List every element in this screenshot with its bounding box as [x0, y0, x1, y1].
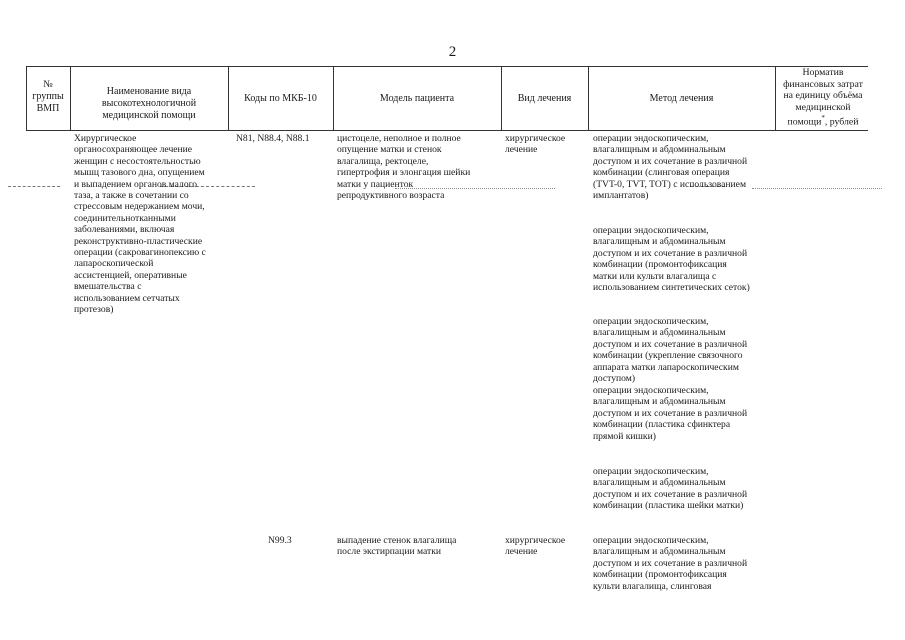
header-icd-codes: Коды по МКБ-10 [244, 93, 317, 104]
icd-codes: N81, N88.4, N88.1 [236, 133, 310, 144]
treatment-method: операции эндоскопическим, влагалищным и абдоминальным доступом и их сочетание в различной комбинации (промонтофиксация матки или культи влагалища с использованием синтетических сеток) [593, 225, 750, 294]
header-cost-norm-main: Норматив финансовых затрат на единицу объёма медицинской помощи [783, 67, 863, 128]
header-cost-norm-footnote: * [821, 114, 825, 123]
treatment-type: хирургическое лечение [505, 133, 566, 156]
patient-model: выпадение стенок влагалища после экстирпации матки [337, 535, 457, 558]
scan-line [8, 186, 60, 187]
header-bottom-border [26, 130, 868, 131]
header-treatment-type: Вид лечения [517, 93, 572, 104]
treatment-method: операции эндоскопическим, влагалищным и абдоминальным доступом и их сочетание в различной комбинации (пластика сфинктера прямой кишки) [593, 385, 748, 442]
treatment-method: операции эндоскопическим, влагалищным и абдоминальным доступом и их сочетание в различной комбинации (слинговая операция (TVT-0, TVT, TOT) с использованием имплантатов) [593, 133, 748, 202]
header-patient-model: Модель пациента [379, 93, 455, 104]
table-top-border [26, 66, 868, 67]
treatment-method: операции эндоскопическим, влагалищным и абдоминальным доступом и их сочетание в различной комбинации (пластика шейки матки) [593, 466, 748, 512]
treatment-method: операции эндоскопическим, влагалищным и абдоминальным доступом и их сочетание в различной комбинации (промонтофиксация культи влагалища, слинговая [593, 535, 748, 592]
treatment-type: хирургическое лечение [505, 535, 566, 558]
patient-model: цистоцеле, неполное и полное опущение матки и стенок влагалища, ректоцеле, гипертрофия и элонгация шейки матки у пациенток репродуктивного возраста [337, 133, 471, 202]
care-type-name: Хирургическое органосохраняющее лечение женщин с несостоятельностью мышц тазового дна, опущением и выпадением органов малого таза, а также в сочетании со стрессовым недержанием мочи, соединительнотканными заболеваниями, включая реконструктивно-пластические операции (сакровагинопексию с лапароскопической ассистенцией, оперативные вмешательства с использованием сетчатых протезов) [74, 133, 206, 316]
header-group-number: № группы ВМП [32, 79, 64, 114]
header-cost-norm-tail: , рублей [824, 116, 859, 128]
icd-codes: N99.3 [268, 535, 292, 546]
page-number: 2 [448, 44, 457, 60]
header-cost-norm [776, 67, 870, 128]
header-care-type: Наименование вида высокотехнологичной медицинской помощи [101, 86, 197, 121]
treatment-method: операции эндоскопическим, влагалищным и абдоминальным доступом и их сочетание в различной комбинации (укрепление связочного аппарата матки лапароскопическим доступом) [593, 316, 748, 385]
header-treatment-method: Метод лечения [649, 93, 714, 104]
